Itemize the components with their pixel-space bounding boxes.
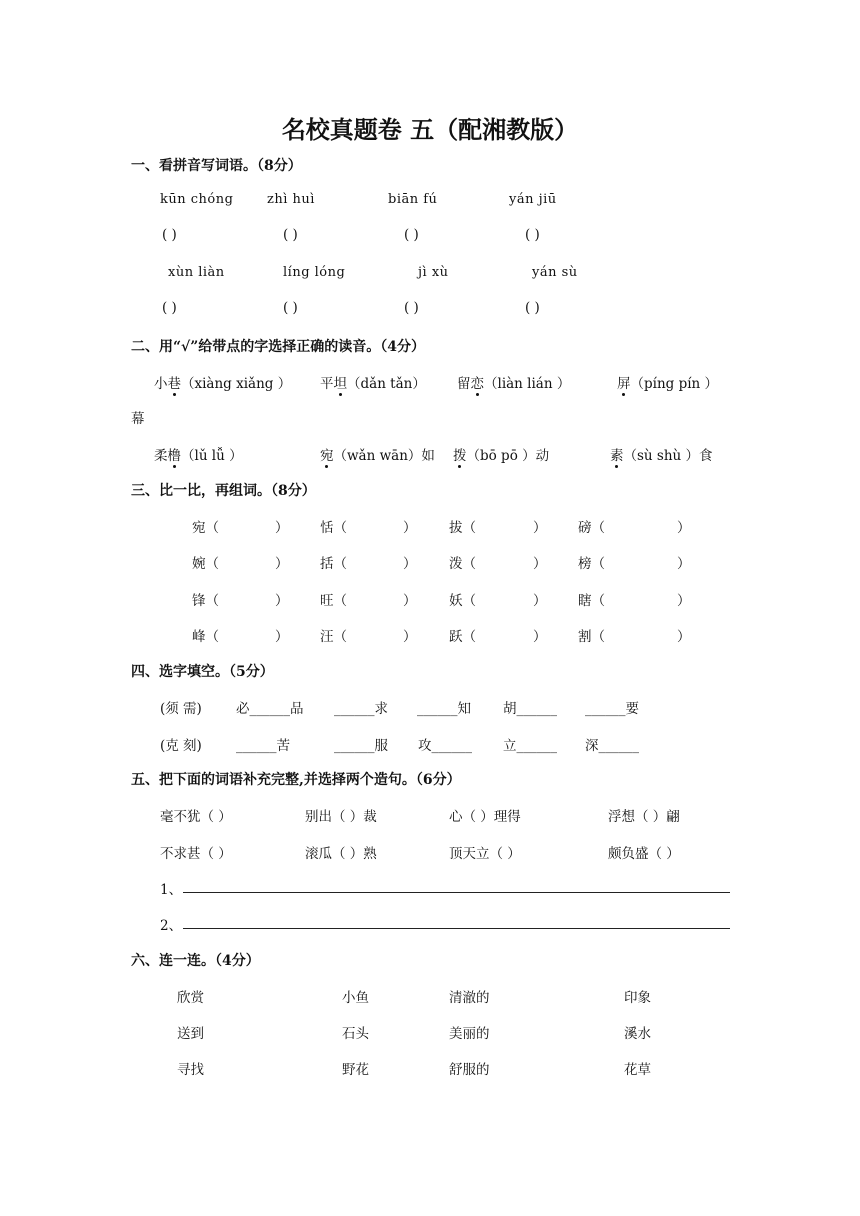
right-paren: ）: [533, 593, 547, 609]
right-paren: ）: [275, 593, 289, 609]
compare-char-group[interactable]: [192, 589, 219, 609]
fill-blank[interactable]: 攻______: [418, 738, 472, 754]
right-paren: ）: [677, 520, 691, 536]
match-item[interactable]: 清澈的: [449, 990, 490, 1006]
answer-box[interactable]: ( ): [404, 227, 419, 243]
compare-char: 磅: [578, 520, 592, 536]
wrapped-char: 幕: [131, 411, 145, 427]
reading-item: 素（sù shù ）食: [610, 444, 713, 464]
compare-char: 宛: [192, 520, 206, 536]
right-paren: ）: [677, 593, 691, 609]
compare-char-group[interactable]: [578, 516, 605, 536]
page-title: 名校真题卷 五（配湘教版）: [281, 115, 579, 144]
match-item[interactable]: 花草: [624, 1062, 651, 1078]
match-item[interactable]: 舒服的: [449, 1062, 490, 1078]
compare-char: 汪: [320, 629, 334, 645]
fill-blank[interactable]: ______知: [417, 701, 471, 717]
right-paren: ）: [275, 629, 289, 645]
section-3-heading: 三、比一比，再组词。（8分）: [131, 483, 316, 499]
idiom-blank[interactable]: 顶天立（ ）: [449, 846, 521, 862]
answer-box[interactable]: ( ): [525, 227, 540, 243]
answer-box[interactable]: ( ): [404, 300, 419, 316]
right-paren: ）: [533, 520, 547, 536]
compare-char-group[interactable]: [320, 589, 347, 609]
compare-char: 泼: [449, 556, 463, 572]
fill-blank[interactable]: ______苦: [236, 738, 290, 754]
sentence-line[interactable]: [183, 928, 730, 929]
reading-item: 平坦（dǎn tǎn）: [320, 372, 426, 392]
pinyin-8: yán sù: [532, 265, 578, 280]
left-paren: （: [333, 629, 347, 645]
left-paren: （: [462, 593, 476, 609]
pinyin-2: zhì huì: [267, 192, 315, 207]
compare-char: 婉: [192, 556, 206, 572]
idiom-blank[interactable]: 毫不犹（ ）: [160, 809, 232, 825]
sentence-number: 1、: [160, 882, 183, 898]
compare-char: 旺: [320, 593, 334, 609]
compare-char-group[interactable]: [449, 589, 476, 609]
right-paren: ）: [403, 593, 417, 609]
right-paren: ）: [275, 556, 289, 572]
pinyin-5: xùn liàn: [168, 265, 225, 280]
section-1-heading: 一、看拼音写词语。（8分）: [131, 158, 302, 174]
match-item[interactable]: 送到: [177, 1026, 204, 1042]
pinyin-3: biān fú: [388, 192, 438, 207]
match-item[interactable]: 美丽的: [449, 1026, 490, 1042]
right-paren: ）: [403, 629, 417, 645]
idiom-blank[interactable]: 别出（ ）裁: [305, 809, 377, 825]
left-paren: （: [333, 593, 347, 609]
compare-char-group[interactable]: [449, 625, 476, 645]
compare-char: 瞎: [578, 593, 592, 609]
left-paren: （: [205, 520, 219, 536]
reading-item: 柔橹（lǔ lǚ ）: [154, 444, 243, 464]
left-paren: （: [591, 593, 605, 609]
compare-char-group[interactable]: [192, 552, 219, 572]
left-paren: （: [462, 629, 476, 645]
section-2-heading: 二、用“√”给带点的字选择正确的读音。（4分）: [131, 339, 426, 355]
fill-blank[interactable]: ______服: [334, 738, 388, 754]
fill-blank[interactable]: 胡______: [503, 701, 557, 717]
reading-item: 留恋（liàn lián ）: [457, 372, 570, 392]
right-paren: ）: [403, 520, 417, 536]
pinyin-4: yán jiū: [509, 192, 557, 207]
compare-char-group[interactable]: [449, 516, 476, 536]
idiom-blank[interactable]: 颇负盛（ ）: [608, 846, 680, 862]
compare-char-group[interactable]: [320, 516, 347, 536]
right-paren: ）: [533, 556, 547, 572]
compare-char-group[interactable]: [578, 589, 605, 609]
choice-label: (克 刻): [160, 738, 202, 754]
fill-blank[interactable]: 必______品: [236, 701, 304, 717]
section-6-heading: 六、连一连。（4分）: [131, 953, 260, 969]
answer-box[interactable]: ( ): [162, 227, 177, 243]
choice-label: (须 需): [160, 701, 202, 717]
fill-blank[interactable]: ______求: [334, 701, 388, 717]
compare-char: 锋: [192, 593, 206, 609]
left-paren: （: [205, 593, 219, 609]
left-paren: （: [333, 556, 347, 572]
reading-item: 小巷（xiàng xiǎng ）: [154, 372, 291, 392]
section-5-heading: 五、把下面的词语补充完整,并选择两个造句。（6分）: [131, 772, 461, 788]
compare-char: 妖: [449, 593, 463, 609]
sentence-number: 2、: [160, 918, 183, 934]
compare-char: 榜: [578, 556, 592, 572]
answer-box[interactable]: ( ): [525, 300, 540, 316]
compare-char-group[interactable]: [320, 552, 347, 572]
compare-char: 峰: [192, 629, 206, 645]
left-paren: （: [205, 629, 219, 645]
answer-box[interactable]: ( ): [283, 227, 298, 243]
left-paren: （: [591, 520, 605, 536]
compare-char: 括: [320, 556, 334, 572]
left-paren: （: [462, 520, 476, 536]
match-item[interactable]: 寻找: [177, 1062, 204, 1078]
section-4-heading: 四、选字填空。（5分）: [131, 664, 274, 680]
left-paren: （: [462, 556, 476, 572]
compare-char: 跃: [449, 629, 463, 645]
compare-char-group[interactable]: [192, 625, 219, 645]
fill-blank[interactable]: ______要: [585, 701, 639, 717]
left-paren: （: [205, 556, 219, 572]
right-paren: ）: [677, 629, 691, 645]
compare-char-group[interactable]: [578, 625, 605, 645]
compare-char-group[interactable]: [449, 552, 476, 572]
left-paren: （: [333, 520, 347, 536]
sentence-line[interactable]: [183, 892, 730, 893]
idiom-blank[interactable]: 滚瓜（ ）熟: [305, 846, 377, 862]
compare-char-group[interactable]: [578, 552, 605, 572]
left-paren: （: [591, 629, 605, 645]
compare-char-group[interactable]: [192, 516, 219, 536]
pinyin-1: kūn chóng: [160, 192, 234, 207]
right-paren: ）: [275, 520, 289, 536]
compare-char: 割: [578, 629, 592, 645]
answer-box[interactable]: ( ): [162, 300, 177, 316]
right-paren: ）: [677, 556, 691, 572]
match-item[interactable]: 欣赏: [177, 990, 204, 1006]
compare-char: 恬: [320, 520, 334, 536]
right-paren: ）: [533, 629, 547, 645]
reading-item: 拨（bō pō ）动: [453, 444, 549, 464]
idiom-blank[interactable]: 浮想（ ）翩: [608, 809, 680, 825]
match-item[interactable]: 溪水: [624, 1026, 651, 1042]
pinyin-6: líng lóng: [283, 265, 346, 280]
fill-blank[interactable]: 立______: [503, 738, 557, 754]
match-item[interactable]: 小鱼: [342, 990, 369, 1006]
idiom-blank[interactable]: 不求甚（ ）: [160, 846, 232, 862]
compare-char: 拔: [449, 520, 463, 536]
match-item[interactable]: 印象: [624, 990, 651, 1006]
idiom-blank[interactable]: 心（ ）理得: [449, 809, 521, 825]
pinyin-7: jì xù: [418, 265, 449, 280]
reading-item: 屏（píng pín ）: [617, 372, 718, 392]
answer-box[interactable]: ( ): [283, 300, 298, 316]
compare-char-group[interactable]: [320, 625, 347, 645]
left-paren: （: [591, 556, 605, 572]
fill-blank[interactable]: 深______: [585, 738, 639, 754]
match-item[interactable]: 石头: [342, 1026, 369, 1042]
match-item[interactable]: 野花: [342, 1062, 369, 1078]
right-paren: ）: [403, 556, 417, 572]
reading-item: 宛（wǎn wān）如: [320, 444, 435, 464]
